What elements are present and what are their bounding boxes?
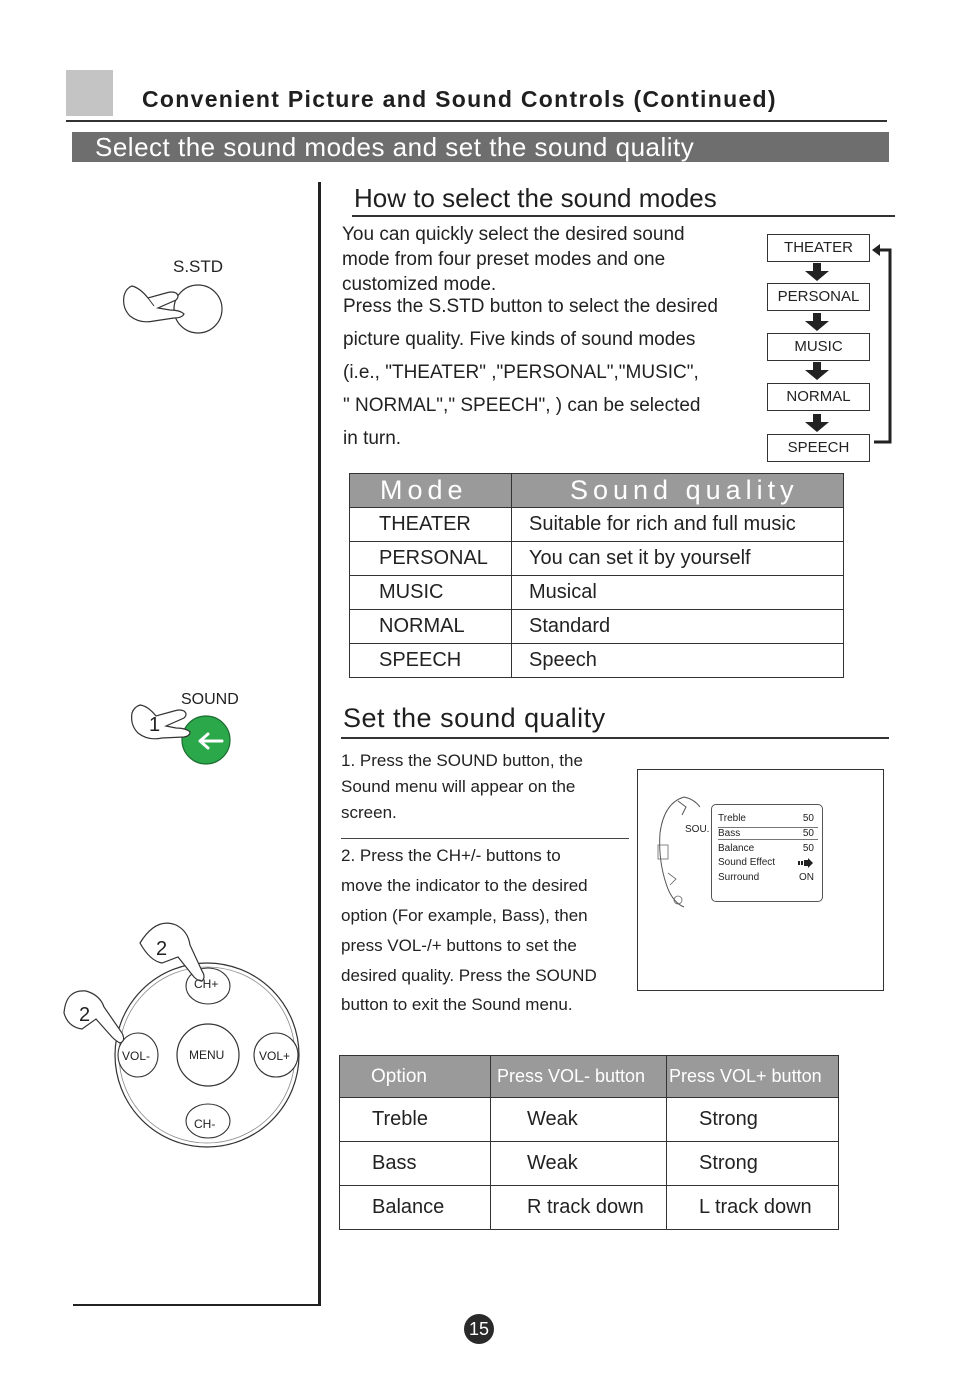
hand-pressing-sstd-icon — [118, 278, 228, 338]
quality-cell: Standard — [512, 610, 844, 644]
page-header-title: Convenient Picture and Sound Controls (Continued) — [142, 86, 777, 112]
down-arrow-icon — [802, 263, 832, 281]
table-row — [340, 1186, 839, 1230]
quality-cell: Musical — [512, 576, 844, 610]
left-column-bottom-rule — [73, 1304, 320, 1306]
vol-minus-button[interactable]: VOL- — [122, 1049, 151, 1063]
option-cell: Treble — [340, 1098, 491, 1142]
mode-column-header: Mode — [350, 474, 512, 508]
osd-row-balance — [718, 843, 818, 854]
vol-plus-cell: L track down — [667, 1186, 839, 1230]
down-arrow-icon — [802, 362, 832, 380]
step1-line: screen. — [341, 803, 397, 822]
mode-table-header-row — [350, 474, 844, 508]
step2-line: option (For example, Bass), then — [341, 906, 588, 925]
vol-plus-cell: Strong — [667, 1098, 839, 1142]
step2-line: 2. Press the CH+/- buttons to — [341, 846, 561, 865]
mode-table — [349, 473, 844, 678]
option-cell: Balance — [340, 1186, 491, 1230]
flow-box-speech: SPEECH — [767, 434, 870, 462]
osd-row-bass-selected — [718, 827, 818, 840]
osd-row-label: Surround — [718, 872, 760, 883]
table-row — [350, 508, 844, 542]
osd-side-tabs-icon — [654, 793, 714, 911]
section-banner-title: Select the sound modes and set the sound quality — [95, 132, 695, 162]
sound-quality-heading: Set the sound quality — [343, 703, 606, 733]
quality-cell: Suitable for rich and full music — [512, 508, 844, 542]
flow-box-theater: THEATER — [767, 234, 870, 262]
sound-quality-column-header: Sound quality — [512, 474, 844, 508]
intro-text-line: mode from four preset modes and one — [342, 249, 666, 270]
osd-row-surround — [718, 872, 818, 883]
option-column-header: Option — [340, 1056, 491, 1098]
step-marker-2b: 2 — [79, 1004, 91, 1026]
remote-dpad-illustration — [60, 915, 305, 1155]
flow-box-music: MUSIC — [767, 333, 870, 361]
mode-cell: NORMAL — [350, 610, 512, 644]
vol-minus-cell: Weak — [491, 1142, 667, 1186]
step1-line: 1. Press the SOUND button, the — [341, 751, 583, 770]
option-table-header-row — [340, 1056, 839, 1098]
column-divider — [318, 182, 321, 1306]
intro-text-line: customized mode. — [342, 274, 497, 295]
table-row — [340, 1098, 839, 1142]
step2-line: button to exit the Sound menu. — [341, 995, 573, 1014]
mode-cell: PERSONAL — [350, 542, 512, 576]
step2-line: press VOL-/+ buttons to set the — [341, 936, 577, 955]
sound-modes-heading: How to select the sound modes — [354, 183, 717, 213]
step2-line: desired quality. Press the SOUND — [341, 966, 597, 985]
section-banner — [72, 132, 889, 162]
step-marker-1: 1 — [149, 714, 161, 736]
heading-rule — [341, 737, 889, 739]
osd-row-treble — [718, 813, 818, 824]
osd-row-label: Sound Effect — [718, 857, 776, 868]
osd-tab-label: SOU. — [685, 824, 710, 835]
step-divider — [341, 838, 629, 839]
osd-sound-menu — [711, 804, 823, 902]
ch-plus-button[interactable]: CH+ — [194, 977, 219, 991]
body-text-line: " NORMAL"," SPEECH", ) can be selected — [343, 395, 701, 416]
vol-minus-column-header: Press VOL- button — [491, 1056, 667, 1098]
header-rule — [66, 120, 887, 122]
mode-cell: THEATER — [350, 508, 512, 542]
body-text-line: in turn. — [343, 428, 402, 449]
sstd-button-label: S.STD — [173, 257, 224, 276]
body-text-line: (i.e., "THEATER" ,"PERSONAL","MUSIC", — [343, 362, 699, 383]
osd-row-value: ON — [799, 872, 814, 883]
vol-minus-cell: R track down — [491, 1186, 667, 1230]
flow-box-normal: NORMAL — [767, 383, 870, 411]
mode-cell: SPEECH — [350, 644, 512, 678]
option-cell: Bass — [340, 1142, 491, 1186]
osd-row-sound-effect — [718, 857, 818, 868]
down-arrow-icon — [802, 414, 832, 432]
osd-row-label: Bass — [718, 828, 741, 839]
table-row — [350, 576, 844, 610]
osd-row-label: Treble — [718, 813, 746, 824]
osd-row-label: Balance — [718, 843, 755, 854]
mode-cell: MUSIC — [350, 576, 512, 610]
table-row — [350, 610, 844, 644]
body-text-line: picture quality. Five kinds of sound modes — [343, 329, 696, 350]
menu-button[interactable]: MENU — [189, 1048, 225, 1062]
arrow-right-icon — [798, 858, 814, 868]
step1-line: Sound menu will appear on the — [341, 777, 576, 796]
vol-minus-cell: Weak — [491, 1098, 667, 1142]
page-number-badge: 15 — [464, 1314, 494, 1344]
flow-box-personal: PERSONAL — [767, 283, 870, 311]
vol-plus-button[interactable]: VOL+ — [259, 1049, 291, 1063]
heading-rule — [352, 215, 895, 217]
intro-text-line: You can quickly select the desired sound — [342, 224, 685, 245]
table-row — [340, 1142, 839, 1186]
body-text-line: Press the S.STD button to select the desired — [343, 296, 718, 317]
option-table — [339, 1055, 839, 1230]
osd-row-value: 50 — [802, 843, 814, 854]
hand-pressing-sound-icon — [128, 703, 234, 765]
sound-button-label: SOUND — [181, 691, 239, 708]
loop-back-arrow-icon — [872, 240, 894, 446]
osd-row-value: 50 — [802, 828, 814, 839]
vol-plus-cell: Strong — [667, 1142, 839, 1186]
quality-cell: You can set it by yourself — [512, 542, 844, 576]
vol-plus-column-header: Press VOL+ button — [667, 1056, 839, 1098]
step2-line: move the indicator to the desired — [341, 876, 588, 895]
quality-cell: Speech — [512, 644, 844, 678]
step-marker-2a: 2 — [156, 938, 168, 960]
table-row — [350, 542, 844, 576]
down-arrow-icon — [802, 313, 832, 331]
table-row — [350, 644, 844, 678]
osd-row-value: 50 — [802, 813, 814, 824]
corner-square-decoration — [66, 70, 113, 116]
ch-minus-button[interactable]: CH- — [194, 1117, 216, 1131]
